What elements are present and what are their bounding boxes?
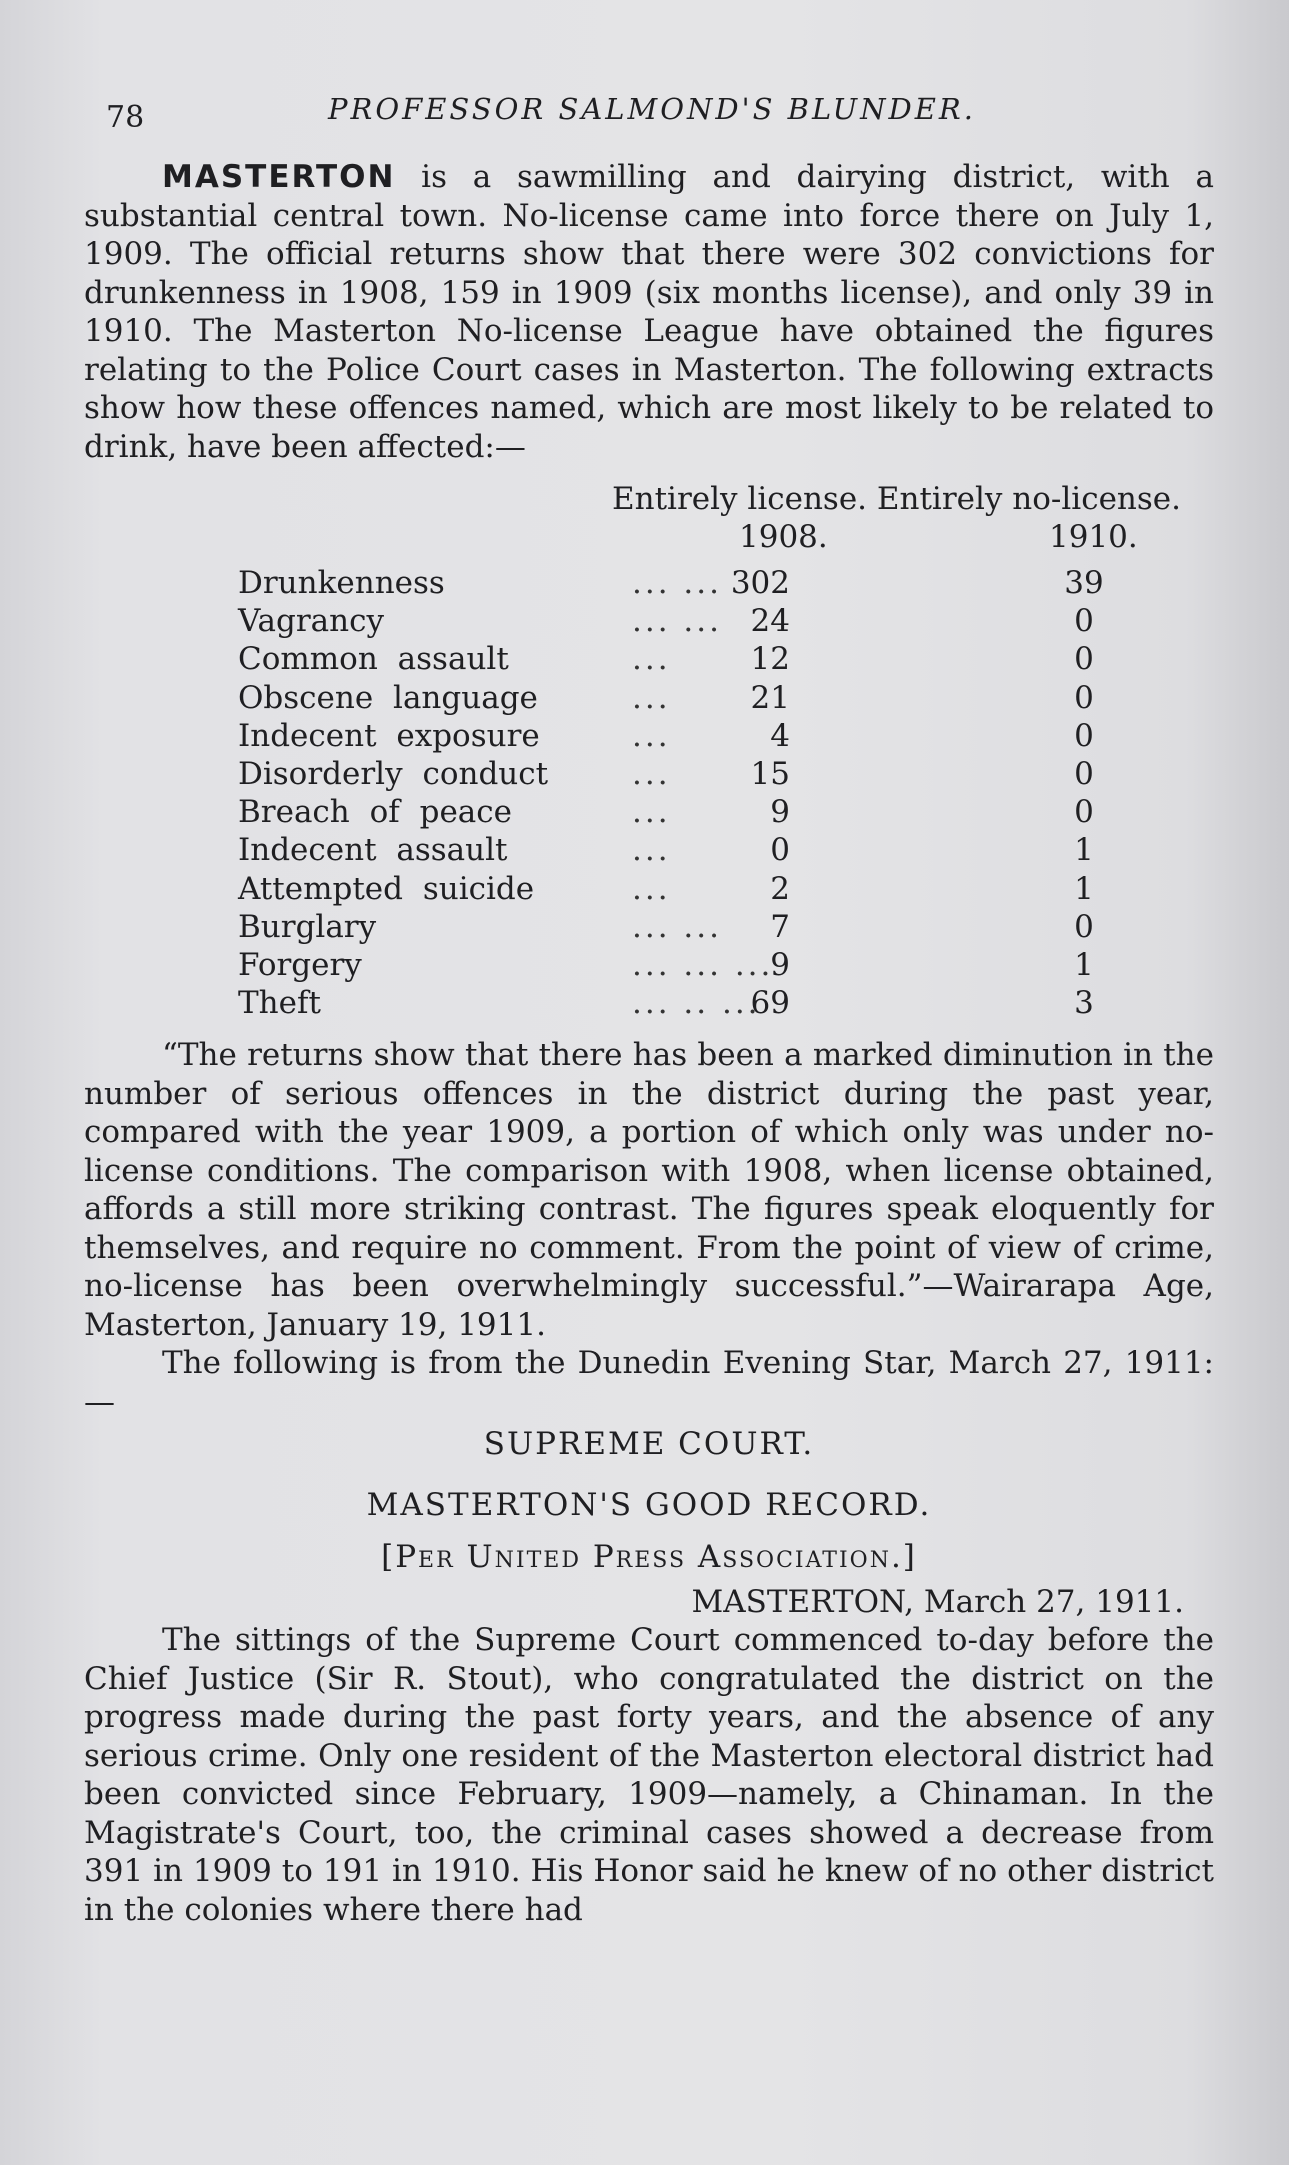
table-row: [84, 564, 1214, 602]
offence-label: Indecent assault: [238, 832, 508, 869]
table-row: [84, 640, 1214, 678]
table-row: [84, 870, 1214, 908]
value-1910: 0: [1074, 794, 1094, 831]
year-nolicense-header: 1910.: [1049, 519, 1138, 555]
leader-dots: ... ...: [632, 603, 722, 640]
table-row: [84, 984, 1214, 1022]
table-column-headers: [612, 480, 1252, 555]
leader-dots: ...: [632, 794, 671, 831]
value-1908: 302: [730, 565, 790, 601]
value-1910: 3: [1074, 985, 1094, 1022]
offence-label: Common assault: [238, 641, 509, 678]
page-header: [106, 92, 1169, 135]
value-1910: 39: [1064, 565, 1104, 601]
value-1910: 0: [1074, 908, 1094, 945]
intro-text: is a sawmilling and dairying district, with a substantial central town. No-license came into force there on July 1, 1909. The official returns show that there were 302 convictions for drunkenness in 1908, 159 in 1909 (six months license), and only 39 in 1910. The Masterton No-license League have obtained the figures relating to the Police Court cases in Masterton. The following extracts show how these offences named, which are most likely to be related to drink, have been affected:—: [84, 159, 1214, 465]
offence-label: Obscene language: [238, 679, 538, 716]
leader-dots: ... ... ...: [632, 946, 774, 983]
value-1908: 12: [750, 641, 790, 678]
offence-label: Disorderly conduct: [238, 755, 549, 792]
value-1910: 1: [1074, 832, 1094, 869]
table-header-line: Entirely license. Entirely no-license.: [612, 481, 1182, 517]
article-headline: MASTERTON'S GOOD RECORD.: [366, 1486, 932, 1523]
value-1910: 0: [1074, 679, 1094, 716]
value-1908: 15: [750, 755, 790, 792]
following-paragraph: The following is from the Dunedin Evening Star, March 27, 1911:—: [84, 1345, 1214, 1420]
value-1910: 0: [1074, 717, 1094, 754]
table-row: [84, 602, 1214, 640]
table-row: [84, 908, 1214, 946]
offence-label: Breach of peace: [238, 794, 512, 831]
offence-label: Theft: [238, 985, 321, 1022]
leader-dots: ...: [632, 717, 671, 754]
value-1908: 24: [750, 603, 790, 640]
leader-dots: ... ...: [632, 565, 722, 601]
value-1908: 7: [770, 908, 790, 945]
offence-label: Indecent exposure: [238, 717, 540, 754]
page-number: 78: [106, 100, 145, 135]
table-row: [84, 755, 1214, 793]
offence-label: Vagrancy: [238, 603, 385, 640]
leader-dots: ...: [632, 870, 671, 907]
leader-dots: ...: [632, 755, 671, 792]
value-1908: 21: [750, 679, 790, 716]
intro-paragraph: [84, 158, 1214, 466]
value-1908: 4: [770, 717, 790, 754]
table-rows: [84, 564, 1214, 1022]
article-dateline: MASTERTON, March 27, 1911.: [691, 1583, 1184, 1620]
offences-table: [84, 480, 1214, 1026]
value-1910: 0: [1074, 755, 1094, 792]
leader-dots: ...: [632, 832, 671, 869]
value-1908: 0: [770, 832, 790, 869]
offence-label: Attempted suicide: [238, 870, 535, 907]
value-1910: 1: [1074, 870, 1094, 907]
leader-dots: ... .. ...: [632, 985, 761, 1022]
table-row: [84, 793, 1214, 831]
article-paragraph: The sittings of the Supreme Court commenced to-day before the Chief Justice (Sir R. Stout), who congratulated the district on the progress made during the past forty years, and the absence of any serious crime. Only one resident of the Masterton electoral district had been convicted since February, 1909—namely, a Chinaman. In the Magistrate's Court, too, the criminal cases showed a decrease from 391 in 1909 to 191 in 1910. His Honor said he knew of no other district in the colonies where there had: [84, 1622, 1214, 1928]
lead-word: MASTERTON: [162, 159, 396, 195]
leader-dots: ...: [632, 679, 671, 716]
value-1908: 2: [770, 870, 790, 907]
year-license-header: 1908.: [739, 519, 828, 555]
table-row: [84, 831, 1214, 869]
court-heading: SUPREME COURT.: [483, 1426, 815, 1462]
leader-dots: ...: [632, 641, 671, 678]
table-row: [84, 946, 1214, 984]
value-1908: 9: [770, 946, 790, 983]
value-1910: 1: [1074, 946, 1094, 983]
association-credit: [Per United Press Association.]: [381, 1539, 917, 1575]
table-row: [84, 717, 1214, 755]
table-row: [84, 679, 1214, 717]
quote-paragraph: “The returns show that there has been a marked diminution in the number of serious offences in the district during the past year, compared with the year 1909, a portion of which only was under no-license conditions. The comparison with 1908, when license obtained, affords a still more striking contrast. The figures speak eloquently for themselves, and require no comment. From the point of view of crime, no-license has been overwhelmingly successful.”—Wairarapa Age, Masterton, January 19, 1911.: [84, 1037, 1214, 1343]
leader-dots: ... ...: [632, 908, 722, 945]
offence-label: Burglary: [238, 908, 377, 945]
value-1908: 9: [770, 794, 790, 831]
value-1910: 0: [1074, 641, 1094, 678]
running-title: PROFESSOR SALMOND'S BLUNDER.: [328, 92, 976, 126]
offence-label: Drunkenness: [238, 565, 445, 601]
page-body: [84, 158, 1214, 1929]
value-1910: 0: [1074, 603, 1094, 640]
value-1908: 69: [750, 985, 790, 1022]
offence-label: Forgery: [238, 946, 362, 983]
